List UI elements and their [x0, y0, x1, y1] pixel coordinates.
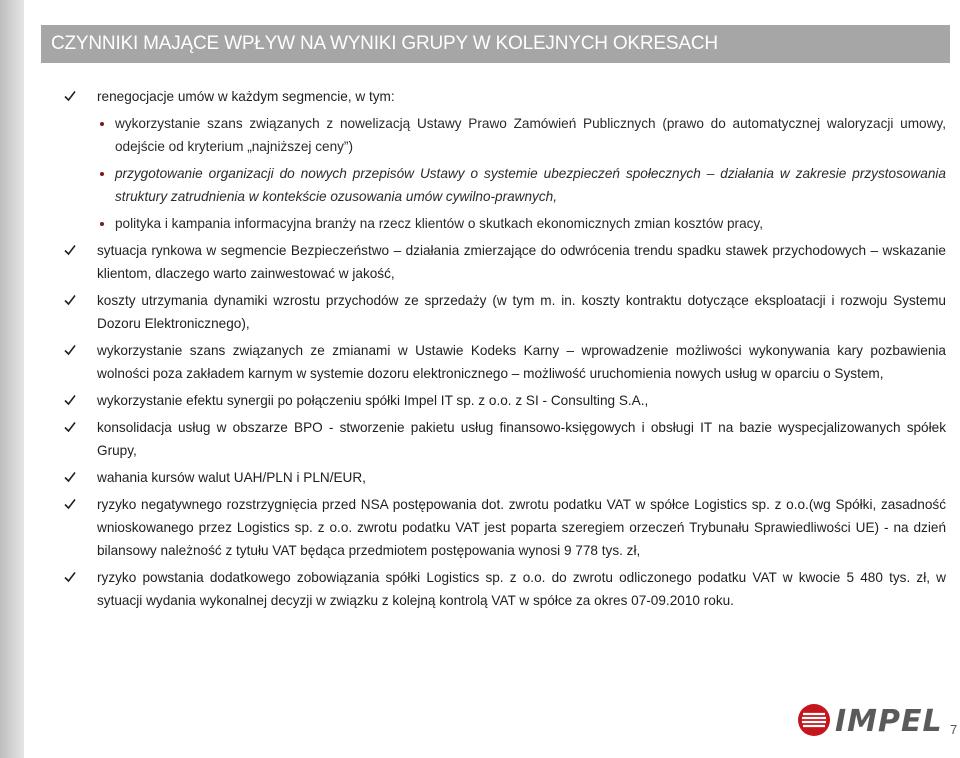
- list-item: [64, 566, 946, 612]
- sub-item-text: przygotowanie organizacji do nowych przepisów Ustawy o systemie ubezpieczeń społecznych – działania w zakresie przystosowania struktury zatrudnienia w kontekście ozusowania umów cywilno-prawnych,: [115, 166, 946, 204]
- list-item: [64, 85, 946, 108]
- sub-list-item: [64, 162, 946, 208]
- list-item-text: koszty utrzymania dynamiki wzrostu przychodów ze sprzedaży (w tym m. in. koszty kontraktu dotyczące eksploatacji i rozwoju Systemu Dozoru Elektronicznego),: [97, 293, 946, 331]
- checkmark-icon: [64, 339, 78, 362]
- list-item-text: ryzyko powstania dodatkowego zobowiązania spółki Logistics sp. z o.o. do zwrotu odliczonego podatku VAT w kwocie 5 480 tys. zł, w sytuacji wydania wykonalnej decyzji w związku z kolejną kontrolą VAT w spółce za okres 07-09.2010 roku.: [97, 570, 946, 608]
- list-item-text: ryzyko negatywnego rozstrzygnięcia przed NSA postępowania dot. zwrotu podatku VAT w spółce Logistics sp. z o.o.(wg Spółki, zasadność wnioskowanego przez Logistics sp. z o.o. zwrotu podatku VAT jest poparta szeregiem orzeczeń Trybunału Sprawiedliwości UE) - na dzień bilansowy należność z tytułu VAT będąca przedmiotem postępowania wynosi 9 778 tys. zł,: [97, 497, 946, 558]
- sub-list-item: [64, 212, 946, 235]
- checkmark-icon: [64, 416, 78, 439]
- checkmark-icon: [64, 566, 78, 589]
- list-item: [64, 389, 946, 412]
- list-item: [64, 239, 946, 285]
- list-item-text: wahania kursów walut UAH/PLN i PLN/EUR,: [97, 470, 366, 485]
- bullet-icon: [100, 222, 104, 226]
- checkmark-icon: [64, 239, 78, 262]
- slide-title: CZYNNIKI MAJĄCE WPŁYW NA WYNIKI GRUPY W KOLEJNYCH OKRESACH: [41, 25, 950, 63]
- list-item: [64, 339, 946, 385]
- sub-list-item: [64, 112, 946, 158]
- content-list: [64, 85, 946, 616]
- impel-emblem-icon: [797, 703, 831, 737]
- checkmark-icon: [64, 466, 78, 489]
- bullet-icon: [100, 122, 104, 126]
- checkmark-icon: [64, 389, 78, 412]
- list-item-text: konsolidacja usług w obszarze BPO - stworzenie pakietu usług finansowo-księgowych i obsługi IT na bazie wyspecjalizowanych spółek Grupy,: [97, 420, 946, 458]
- checkmark-icon: [64, 85, 78, 108]
- left-decorative-bar: [0, 0, 24, 758]
- bullet-icon: [100, 172, 104, 176]
- checkmark-icon: [64, 289, 78, 312]
- sub-item-text: polityka i kampania informacyjna branży na rzecz klientów o skutkach ekonomicznych zmian kosztów pracy,: [115, 216, 763, 231]
- list-item-text: renegocjacje umów w każdym segmencie, w tym:: [97, 89, 395, 104]
- logo-wordmark: IMPEL: [835, 704, 943, 739]
- sub-item-text: wykorzystanie szans związanych z nowelizacją Ustawy Prawo Zamówień Publicznych (prawo do automatycznej waloryzacji umowy, odejście od kryterium „najniższej ceny”): [115, 116, 946, 154]
- list-item: [64, 493, 946, 562]
- checkmark-icon: [64, 493, 78, 516]
- list-item-text: wykorzystanie efektu synergii po połączeniu spółki Impel IT sp. z o.o. z SI - Consulting S.A.,: [97, 393, 649, 408]
- page-number: 7: [950, 722, 958, 737]
- impel-logo: [797, 703, 942, 739]
- list-item: [64, 416, 946, 462]
- list-item: [64, 466, 946, 489]
- list-item: [64, 289, 946, 335]
- list-item-text: wykorzystanie szans związanych ze zmianami w Ustawie Kodeks Karny – wprowadzenie możliwości wykonywania kary pozbawienia wolności poza zakładem karnym w systemie dozoru elektronicznego – możliwość uruchomienia nowych usług w oparciu o System,: [97, 343, 946, 381]
- list-item-text: sytuacja rynkowa w segmencie Bezpieczeństwo – działania zmierzające do odwrócenia trendu spadku stawek przychodowych – wskazanie klientom, dlaczego warto zainwestować w jakość,: [97, 243, 946, 281]
